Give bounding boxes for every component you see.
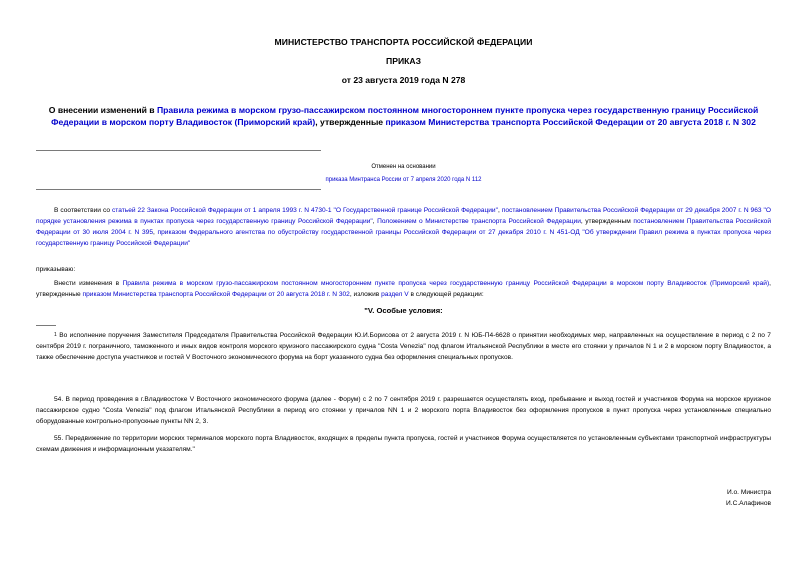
preamble-text: , утвержденным: [580, 218, 634, 225]
rosgranitsa-order-link[interactable]: приказом Федерального агентства по обустройству государственной границы Российской Федерации от 27 декабря 2010 г. N 451-ОД "Об утверждении Правил режима в пунктах пропуска через государственную границу Российской Федерации": [36, 229, 771, 247]
section-v-link[interactable]: раздел V: [381, 291, 409, 298]
paragraph-54: 54. В период проведения в г.Владивостоке V Восточного экономического форума (далее - Форум) с 2 по 7 сентября 2019 г. разрешается осуществлять вход, пребывание и выход гостей и участников Форума на морское круизное пассажирское судно "Costa Venezia" под флагом Итальянской Республики в период его стоянки у причалов NN 1 и 2 морского порта Владивосток без оформления пропусков в пункт пропуска через установленные специально оборудованные контрольно-пропускные пункты NN 2, 3.: [36, 396, 771, 425]
body-text: , изложив: [349, 291, 382, 298]
preamble-paragraph: [36, 205, 771, 249]
body-text: Внести изменения в: [54, 280, 123, 287]
body-order-link[interactable]: приказом Министерства транспорта Российской Федерации от 20 августа 2018 г. N 302: [82, 291, 350, 298]
divider-bottom: [36, 189, 321, 190]
ministry-regulation-link[interactable]: Положением о Министерстве транспорта Российской Федерации: [377, 218, 581, 225]
footnote-marker: 1: [54, 332, 57, 338]
title-middle: , утвержденные: [315, 117, 386, 127]
law-article-link[interactable]: статьей 22 Закона Российской Федерации от 1 апреля 1993 г. N 4730-1 "О Государственной границе Российской Федерации": [111, 207, 498, 214]
body-text: в следующей редакции:: [408, 291, 484, 298]
paragraph-55: 55. Передвижение по территории морских терминалов морского порта Владивосток, входящих в пределы пункта пропуска, гостей и участников Форума осуществляется по установленным субъектами транспортной инфраструктуры схемам движения и информационным указателям.": [36, 435, 771, 453]
title-rules-link[interactable]: Правила режима в морском грузо-пассажирском постоянном многостороннем пункте пропуска через государственную границу Российской Федерации в морском порту Владивосток (Приморский край): [51, 105, 759, 127]
ministry-heading: МИНИСТЕРСТВО ТРАНСПОРТА РОССИЙСКОЙ ФЕДЕРАЦИИ: [274, 37, 533, 47]
divider-top: [36, 150, 321, 151]
footnote-paragraph: [36, 330, 771, 363]
body-text: , утвержденные: [36, 280, 771, 298]
section-title: "V. Особые условия:: [364, 306, 443, 315]
cancel-order-link[interactable]: приказа Минтранса России от 7 апреля 2020 года N 112: [325, 177, 482, 183]
cancel-note-label: Отменен на основании: [371, 164, 436, 170]
signature-name: И.С.Алафинов: [726, 500, 771, 507]
government-resolution-963-link[interactable]: постановлением Правительства Российской Федерации от 29 декабря 2007 г. N 963 "О порядке установления режима в пунктах пропуска через государственную границу Российской Федерации": [36, 207, 772, 225]
preamble-text: ,: [372, 218, 378, 225]
doc-type-heading: ПРИКАЗ: [386, 56, 421, 66]
preamble-text: ,: [153, 229, 158, 236]
footnote-divider: [36, 325, 56, 326]
footnote-text: Во исполнение поручения Заместителя Председателя Правительства Российской Федерации Ю.И.Борисова от 2 августа 2019 г. N ЮБ-П4-6628 о принятии необходимых мер, направленных на осуществление в период с 2 по 7 сентября 2019 г. пограничного, таможенного и иных видов контроля морского круизного пассажирского судна "Costa Venezia" под флагом Итальянской Республики в месте его стоянки у причалов N 1 и 2 в морском порту Владивосток, а также обеспечение доступа участников и гостей V Восточного экономического форума на борт указанного судна без оформления специальных пропусков.: [36, 332, 771, 361]
body-rules-link[interactable]: Правила режима в морском грузо-пассажирском постоянном многостороннем пункте пропуска через государственную границу Российской Федерации в морском порту Владивосток (Приморский край): [122, 280, 770, 287]
preamble-text: ,: [497, 207, 502, 214]
government-resolution-395-link[interactable]: постановлением Правительства Российской Федерации от 30 июля 2004 г. N 395: [36, 218, 771, 236]
title-order-link[interactable]: приказом Министерства транспорта Российской Федерации от 20 августа 2018 г. N 302: [385, 117, 756, 127]
document-title: [36, 104, 771, 128]
date-number-heading: от 23 августа 2019 года N 278: [341, 75, 466, 85]
order-word: приказываю:: [36, 266, 76, 273]
signature-title: И.о. Министра: [726, 489, 771, 496]
title-prefix: О внесении изменений в: [48, 105, 157, 115]
cancel-note: [36, 175, 771, 185]
body-paragraph: [36, 278, 771, 300]
preamble-text: В соответствии со: [54, 207, 112, 214]
